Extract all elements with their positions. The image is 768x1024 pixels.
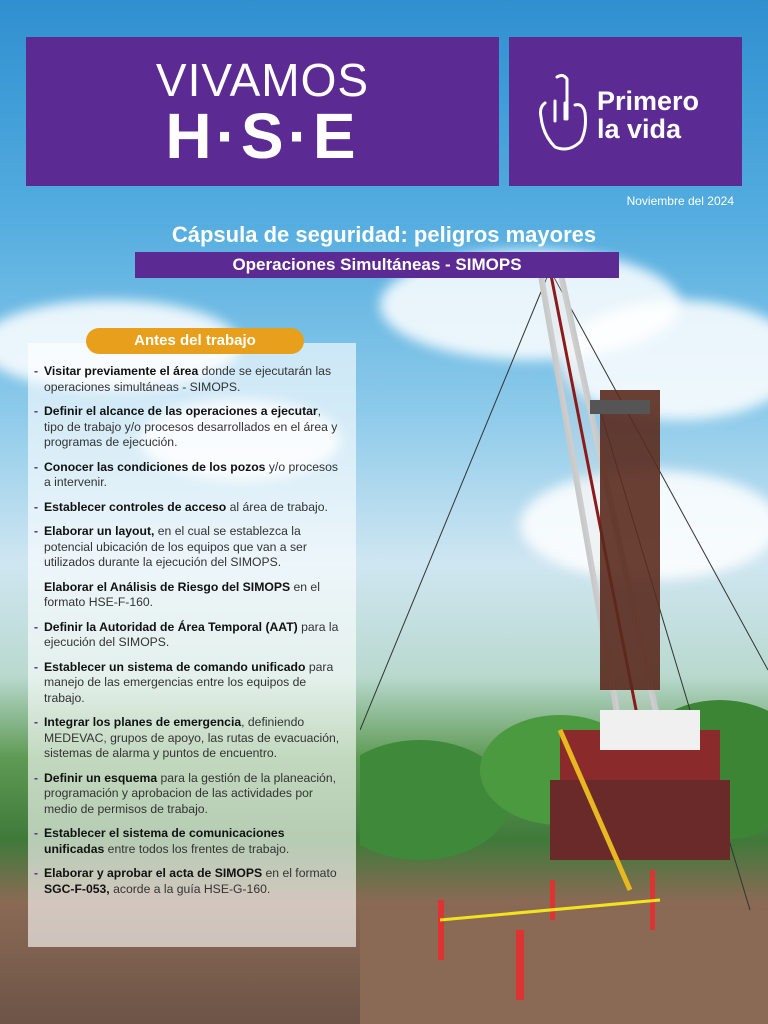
item-bold: SGC-F-053,: [44, 881, 110, 896]
issue-date: Noviembre del 2024: [626, 194, 734, 208]
list-item: [34, 500, 344, 516]
item-text: en el cual se establezca la potencial ubicación de los equipos que van a ser utilizados durante la ejecución del SIMOPS.: [44, 524, 307, 569]
item-bold: Definir el alcance de las operaciones a ejecutar: [44, 404, 318, 418]
list-item: [34, 620, 344, 651]
item-text: para manejo de las emergencias entre los equipos de trabajo.: [44, 659, 334, 705]
list-item: [34, 524, 344, 571]
item-bold: Visitar previamente el área: [44, 364, 199, 378]
item-bold: Elaborar y aprobar el acta de SIMOPS: [44, 866, 263, 880]
list-item: [34, 866, 344, 897]
logo-line2: la vida: [597, 114, 682, 144]
brand-hse: H·S·E: [165, 100, 360, 172]
list-item: [34, 715, 344, 762]
list-item: [34, 580, 344, 611]
section-heading: Antes del trabajo: [86, 328, 304, 354]
item-text: , definiendo MEDEVAC, grupos de apoyo, las rutas de evacuación, sistemas de alarma y puntos de encuentro.: [44, 715, 340, 760]
drilling-rig-illustration: [360, 210, 768, 1024]
subtitle: Operaciones Simultáneas - SIMOPS: [232, 255, 522, 274]
list-item: [34, 364, 344, 395]
item-text: , tipo de trabajo y/o procesos desarrollados en el área y programas de ejecución.: [44, 404, 338, 449]
list-item: [34, 660, 344, 707]
item-text: para la gestión de la planeación, programación y aprobacion de las actividades por medio de permisos de trabajo.: [44, 770, 336, 816]
logo-line1: Primero: [597, 86, 700, 116]
item-text: al área de trabajo.: [226, 499, 328, 514]
list-item: [34, 826, 344, 857]
checklist: [34, 364, 344, 906]
item-text: para la ejecución del SIMOPS.: [44, 619, 339, 649]
logo-header: [509, 37, 742, 186]
item-bold: Establecer el sistema de comunicaciones unificadas: [44, 826, 285, 856]
item-bold: Definir la Autoridad de Área Temporal (AAT): [44, 619, 298, 634]
item-bold: Integrar los planes de emergencia: [44, 715, 242, 729]
list-item: [34, 404, 344, 451]
list-item: [34, 771, 344, 818]
item-bold: Conocer las condiciones de los pozos: [44, 459, 266, 474]
item-text: donde se ejecutarán las operaciones simultáneas - SIMOPS.: [44, 364, 332, 394]
item-text: entre todos los frentes de trabajo.: [104, 841, 290, 856]
item-bold: Definir un esquema: [44, 770, 158, 785]
item-text: acorde a la guía HSE-G-160.: [109, 881, 271, 896]
item-bold: Establecer un sistema de comando unificado: [44, 659, 306, 674]
subtitle-banner: [135, 252, 619, 278]
item-bold: Elaborar un layout,: [44, 524, 155, 538]
hand-logo-icon: [531, 73, 591, 157]
item-text: en el formato: [262, 866, 337, 880]
logo-wordmark: [597, 87, 699, 143]
brand-title: VIVAMOS: [155, 54, 370, 106]
item-bold: Establecer controles de acceso: [44, 499, 227, 514]
brand-header: [26, 37, 499, 186]
item-bold: Elaborar el Análisis de Riesgo del SIMOPS: [44, 579, 291, 594]
item-text: y/o procesos a intervenir.: [44, 459, 338, 489]
page-title: Cápsula de seguridad: peligros mayores: [171, 222, 597, 247]
list-item: [34, 460, 344, 491]
item-text: en el formato HSE-F-160.: [44, 579, 320, 609]
